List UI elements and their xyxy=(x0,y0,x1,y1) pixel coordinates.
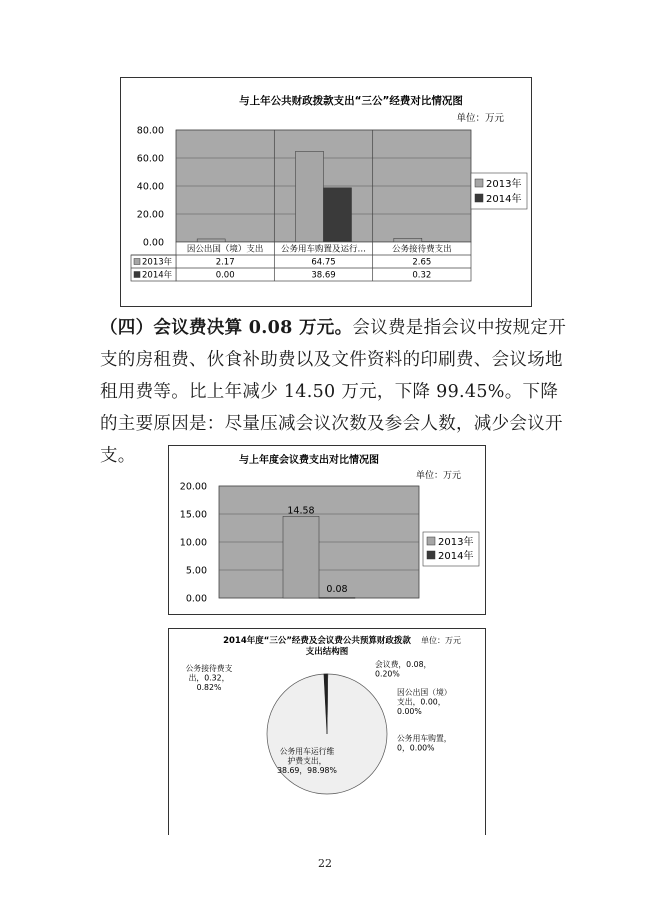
chart-1-category-label: 因公出国（境）支出 xyxy=(186,244,264,255)
chart-1-category-label: 公务接待费支出 xyxy=(392,244,452,255)
chart-1-svg xyxy=(121,78,531,306)
chart-1-bar-2013 xyxy=(197,239,225,242)
chart-2-legend-key-2014年 xyxy=(427,551,435,559)
page-number: 22 xyxy=(318,857,332,870)
chart-1-table-value: 2.65 xyxy=(412,257,432,268)
chart-2-legend-key-2013年 xyxy=(427,537,435,545)
chart-2-ytick-label: 5.00 xyxy=(185,565,207,577)
chart-2-bar-2013 xyxy=(283,516,319,598)
chart-3-slice-label: 支出，0.00， xyxy=(397,697,446,707)
chart-2-ytick-label: 15.00 xyxy=(179,509,207,521)
chart-3-slice-label: 公务接待费支 xyxy=(185,664,233,673)
chart-2-frame xyxy=(168,445,486,615)
chart-3-title-line2: 支出结构图 xyxy=(305,647,349,657)
chart-1-legend-key-2013年 xyxy=(475,179,483,187)
chart-2-data-label: 0.08 xyxy=(326,584,348,595)
chart-1-ytick-label: 80.00 xyxy=(136,125,164,137)
chart-1-legend-label: 2014年 xyxy=(486,194,522,205)
chart-1-table-value: 0.00 xyxy=(215,270,235,281)
section-body: 会议费是指会议中按规定开支的房租费、伙食补助费以及文件资料的印刷费、会议场地租用费等。比上年减少 14.50 万元，下降 99.45%。下降的主要原因是：尽量压减会议次数及参会人数，减少会议开支。 xyxy=(100,318,567,466)
chart-2-ytick-label: 0.00 xyxy=(185,593,207,605)
chart-3-slice-label: 0.00% xyxy=(397,707,422,716)
chart-2-unit: 单位：万元 xyxy=(415,471,461,481)
chart-3-unit: 单位：万元 xyxy=(421,636,461,645)
chart-1-ytick-label: 60.00 xyxy=(136,153,164,165)
chart-3-slice-label: 0，0.00% xyxy=(397,743,435,753)
chart-2-title: 与上年度会议费支出对比情况图 xyxy=(239,455,379,466)
chart-3-slice-label: 38.69，98.98% xyxy=(277,766,337,775)
chart-1-legend-label: 2013年 xyxy=(486,179,522,190)
chart-1-ytick-label: 0.00 xyxy=(142,237,164,249)
section-lead: （四）会议费决算 0.08 万元。 xyxy=(100,318,353,338)
chart-1-table-value: 64.75 xyxy=(311,257,336,268)
chart-1-legend-key-2014年 xyxy=(475,194,483,202)
chart-1-table-value: 0.32 xyxy=(412,270,432,281)
chart-2-ytick-label: 20.00 xyxy=(179,481,207,493)
chart-1-table-value: 2.17 xyxy=(215,257,235,268)
chart-2-svg xyxy=(169,446,485,614)
chart-3-slice-label: 0.20% xyxy=(375,669,400,679)
chart-1-table-key-2014年 xyxy=(134,272,140,278)
chart-3-slice-label: 公务用车购置， xyxy=(397,734,452,743)
chart-1-ytick-label: 20.00 xyxy=(136,209,164,221)
chart-1-table-value: 38.69 xyxy=(311,270,336,281)
chart-1-table-key-2013年 xyxy=(134,259,140,265)
chart-1-bar-2013 xyxy=(394,238,422,242)
chart-3-slice-label: 公务用车运行维 xyxy=(279,747,335,756)
chart-3-slice-label: 护费支出， xyxy=(287,756,327,766)
chart-1-frame xyxy=(120,77,532,307)
chart-1-table-series-name: 2013年 xyxy=(142,257,173,268)
chart-1-title: 与上年公共财政拨款支出“三公”经费对比情况图 xyxy=(239,95,463,107)
chart-1-ytick-label: 40.00 xyxy=(136,181,164,193)
chart-1-unit: 单位：万元 xyxy=(456,113,504,124)
chart-1-category-label: 公务用车购置及运行… xyxy=(280,244,367,255)
chart-3-slice-label: 出，0.32， xyxy=(188,673,230,683)
chart-2-legend-label: 2013年 xyxy=(438,537,474,548)
chart-2-data-label: 14.58 xyxy=(287,505,315,517)
chart-1-table-series-name: 2014年 xyxy=(142,270,173,281)
chart-3-title-line1: 2014年度“三公”经费及会议费公共预算财政拨款 xyxy=(223,636,411,646)
chart-2-legend-label: 2014年 xyxy=(438,551,474,562)
chart-2-ytick-label: 10.00 xyxy=(179,537,207,549)
chart-1-bar-2014 xyxy=(324,188,352,242)
chart-3-slice-label: 因公出国（境） xyxy=(397,688,452,697)
chart-2-bar-2014 xyxy=(319,598,355,599)
chart-3-frame xyxy=(168,628,486,835)
chart-3-svg xyxy=(169,629,485,835)
chart-1-bar-2013 xyxy=(296,151,324,242)
chart-3-slice-label: 会议费，0.08， xyxy=(375,660,432,669)
chart-3-slice-label: 0.82% xyxy=(196,683,222,692)
